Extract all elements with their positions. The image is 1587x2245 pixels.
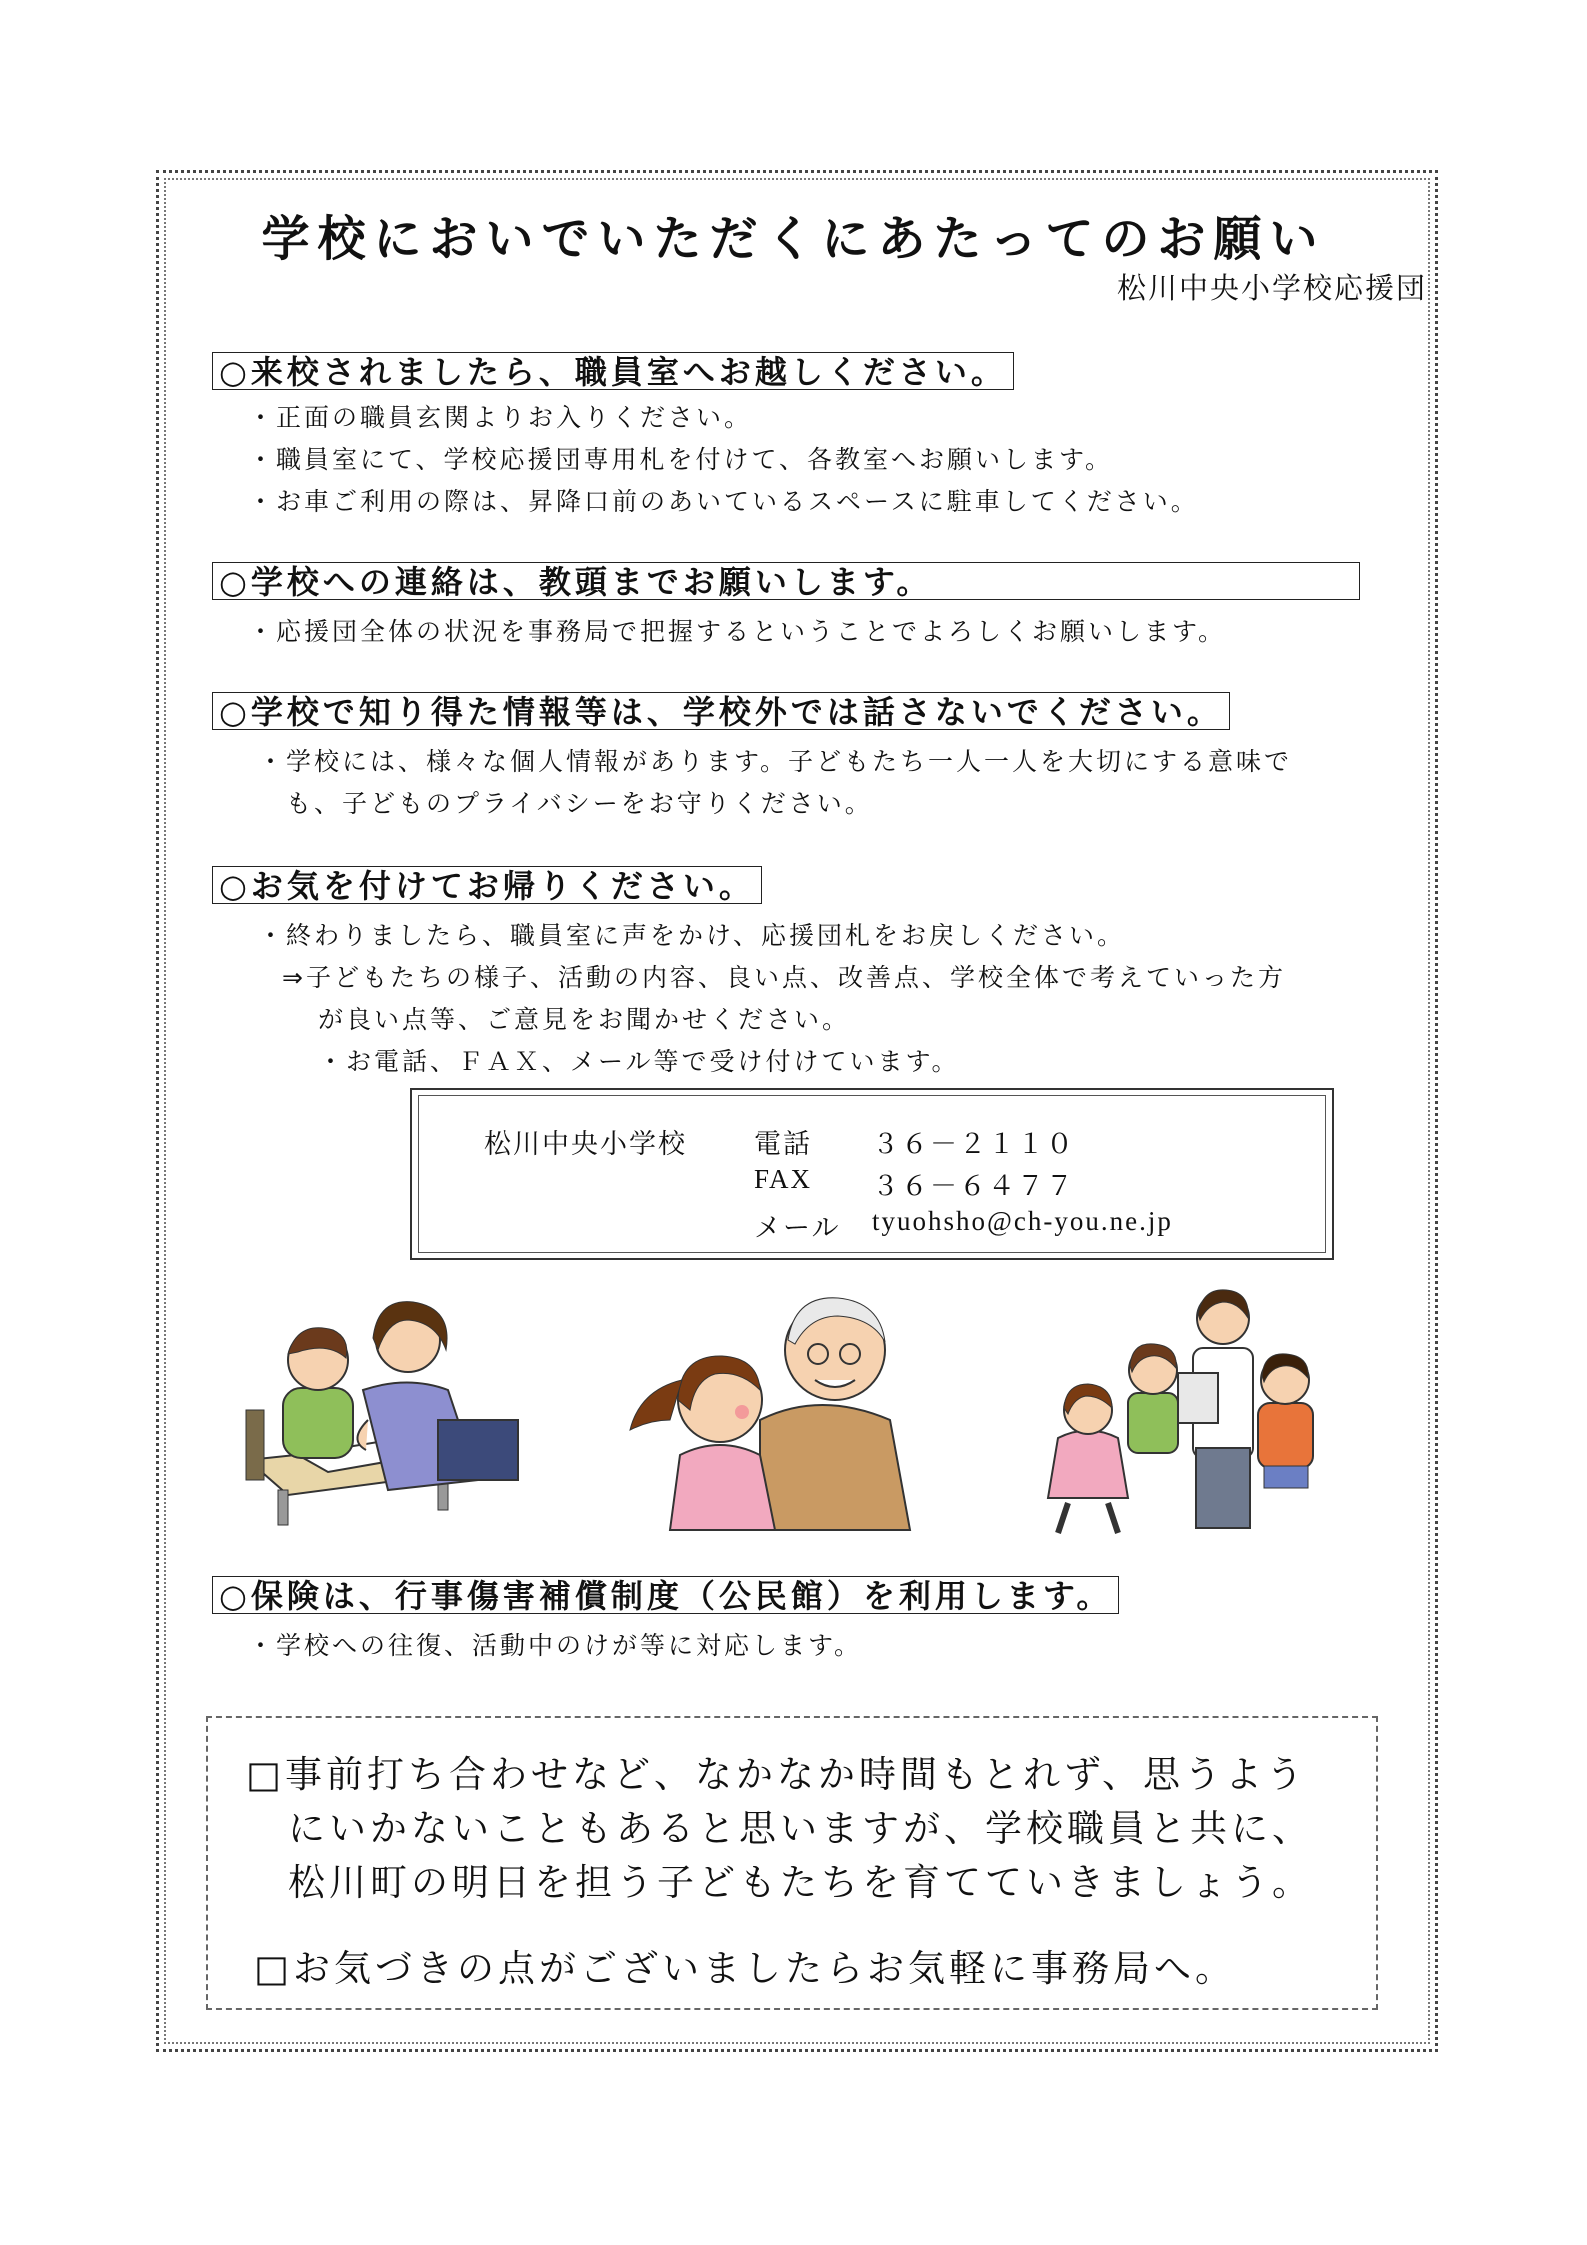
section-heading-return: ○お気を付けてお帰りください。 bbox=[212, 866, 762, 904]
section-line: が良い点等、ご意見をお聞かせください。 bbox=[318, 1005, 851, 1034]
teacher-helping-student-illustration bbox=[238, 1280, 538, 1530]
section-line: ・お電話、ＦＡＸ、メール等で受け付けています。 bbox=[318, 1047, 960, 1076]
page-title: 学校においでいただくにあたってのお願い bbox=[261, 211, 1326, 267]
section-heading-privacy: ○学校で知り得た情報等は、学校外では話さないでください。 bbox=[212, 692, 1230, 730]
contact-tel-label: 電話 bbox=[754, 1129, 812, 1159]
contact-tel: ３６－２１１０ bbox=[872, 1129, 1075, 1159]
contact-fax: ３６－６４７７ bbox=[872, 1171, 1075, 1201]
note-line: にいかないこともあると思いますが、学校職員と共に、 bbox=[288, 1807, 1313, 1850]
section-heading-contact: ○学校への連絡は、教頭までお願いします。 bbox=[212, 562, 1360, 600]
contact-fax-label: FAX bbox=[754, 1164, 813, 1194]
note-line: □事前打ち合わせなど、なかなか時間もとれず、思うよう bbox=[246, 1753, 1307, 1796]
section-line: ・学校への往復、活動中のけが等に対応します。 bbox=[248, 1631, 863, 1660]
section-line: ⇒子どもたちの様子、活動の内容、良い点、改善点、学校全体で考えていった方 bbox=[282, 963, 1286, 992]
contact-mail-label: メール bbox=[754, 1213, 841, 1243]
note-line: □お気づきの点がございましたらお気軽に事務局へ。 bbox=[254, 1947, 1236, 1990]
section-line: ・応援団全体の状況を事務局で把握するということでよろしくお願いします。 bbox=[248, 617, 1227, 646]
section-line: ・学校には、様々な個人情報があります。子どもたち一人一人を大切にする意味で bbox=[258, 747, 1293, 776]
section-line: も、子どものプライバシーをお守りください。 bbox=[286, 789, 873, 818]
section-heading-insurance: ○保険は、行事傷害補償制度（公民館）を利用します。 bbox=[212, 1576, 1119, 1614]
section-line: ・お車ご利用の際は、昇降口前のあいているスペースに駐車してください。 bbox=[248, 487, 1199, 516]
note-line: 松川町の明日を担う子どもたちを育てていきましょう。 bbox=[288, 1861, 1313, 1904]
organization-name: 松川中央小学校応援団 bbox=[1116, 271, 1427, 305]
section-line: ・終わりましたら、職員室に声をかけ、応援団札をお戻しください。 bbox=[258, 921, 1126, 950]
contact-mail: tyuohsho@ch-you.ne.jp bbox=[872, 1206, 1173, 1236]
contact-school: 松川中央小学校 bbox=[484, 1129, 687, 1159]
children-with-teacher-illustration bbox=[1028, 1278, 1358, 1543]
girl-and-grandfather-illustration bbox=[610, 1270, 940, 1535]
section-line: ・正面の職員玄関よりお入りください。 bbox=[248, 403, 753, 432]
section-heading-visit: ○来校されましたら、職員室へお越しください。 bbox=[212, 352, 1014, 390]
section-line: ・職員室にて、学校応援団専用札を付けて、各教室へお願いします。 bbox=[248, 445, 1114, 474]
